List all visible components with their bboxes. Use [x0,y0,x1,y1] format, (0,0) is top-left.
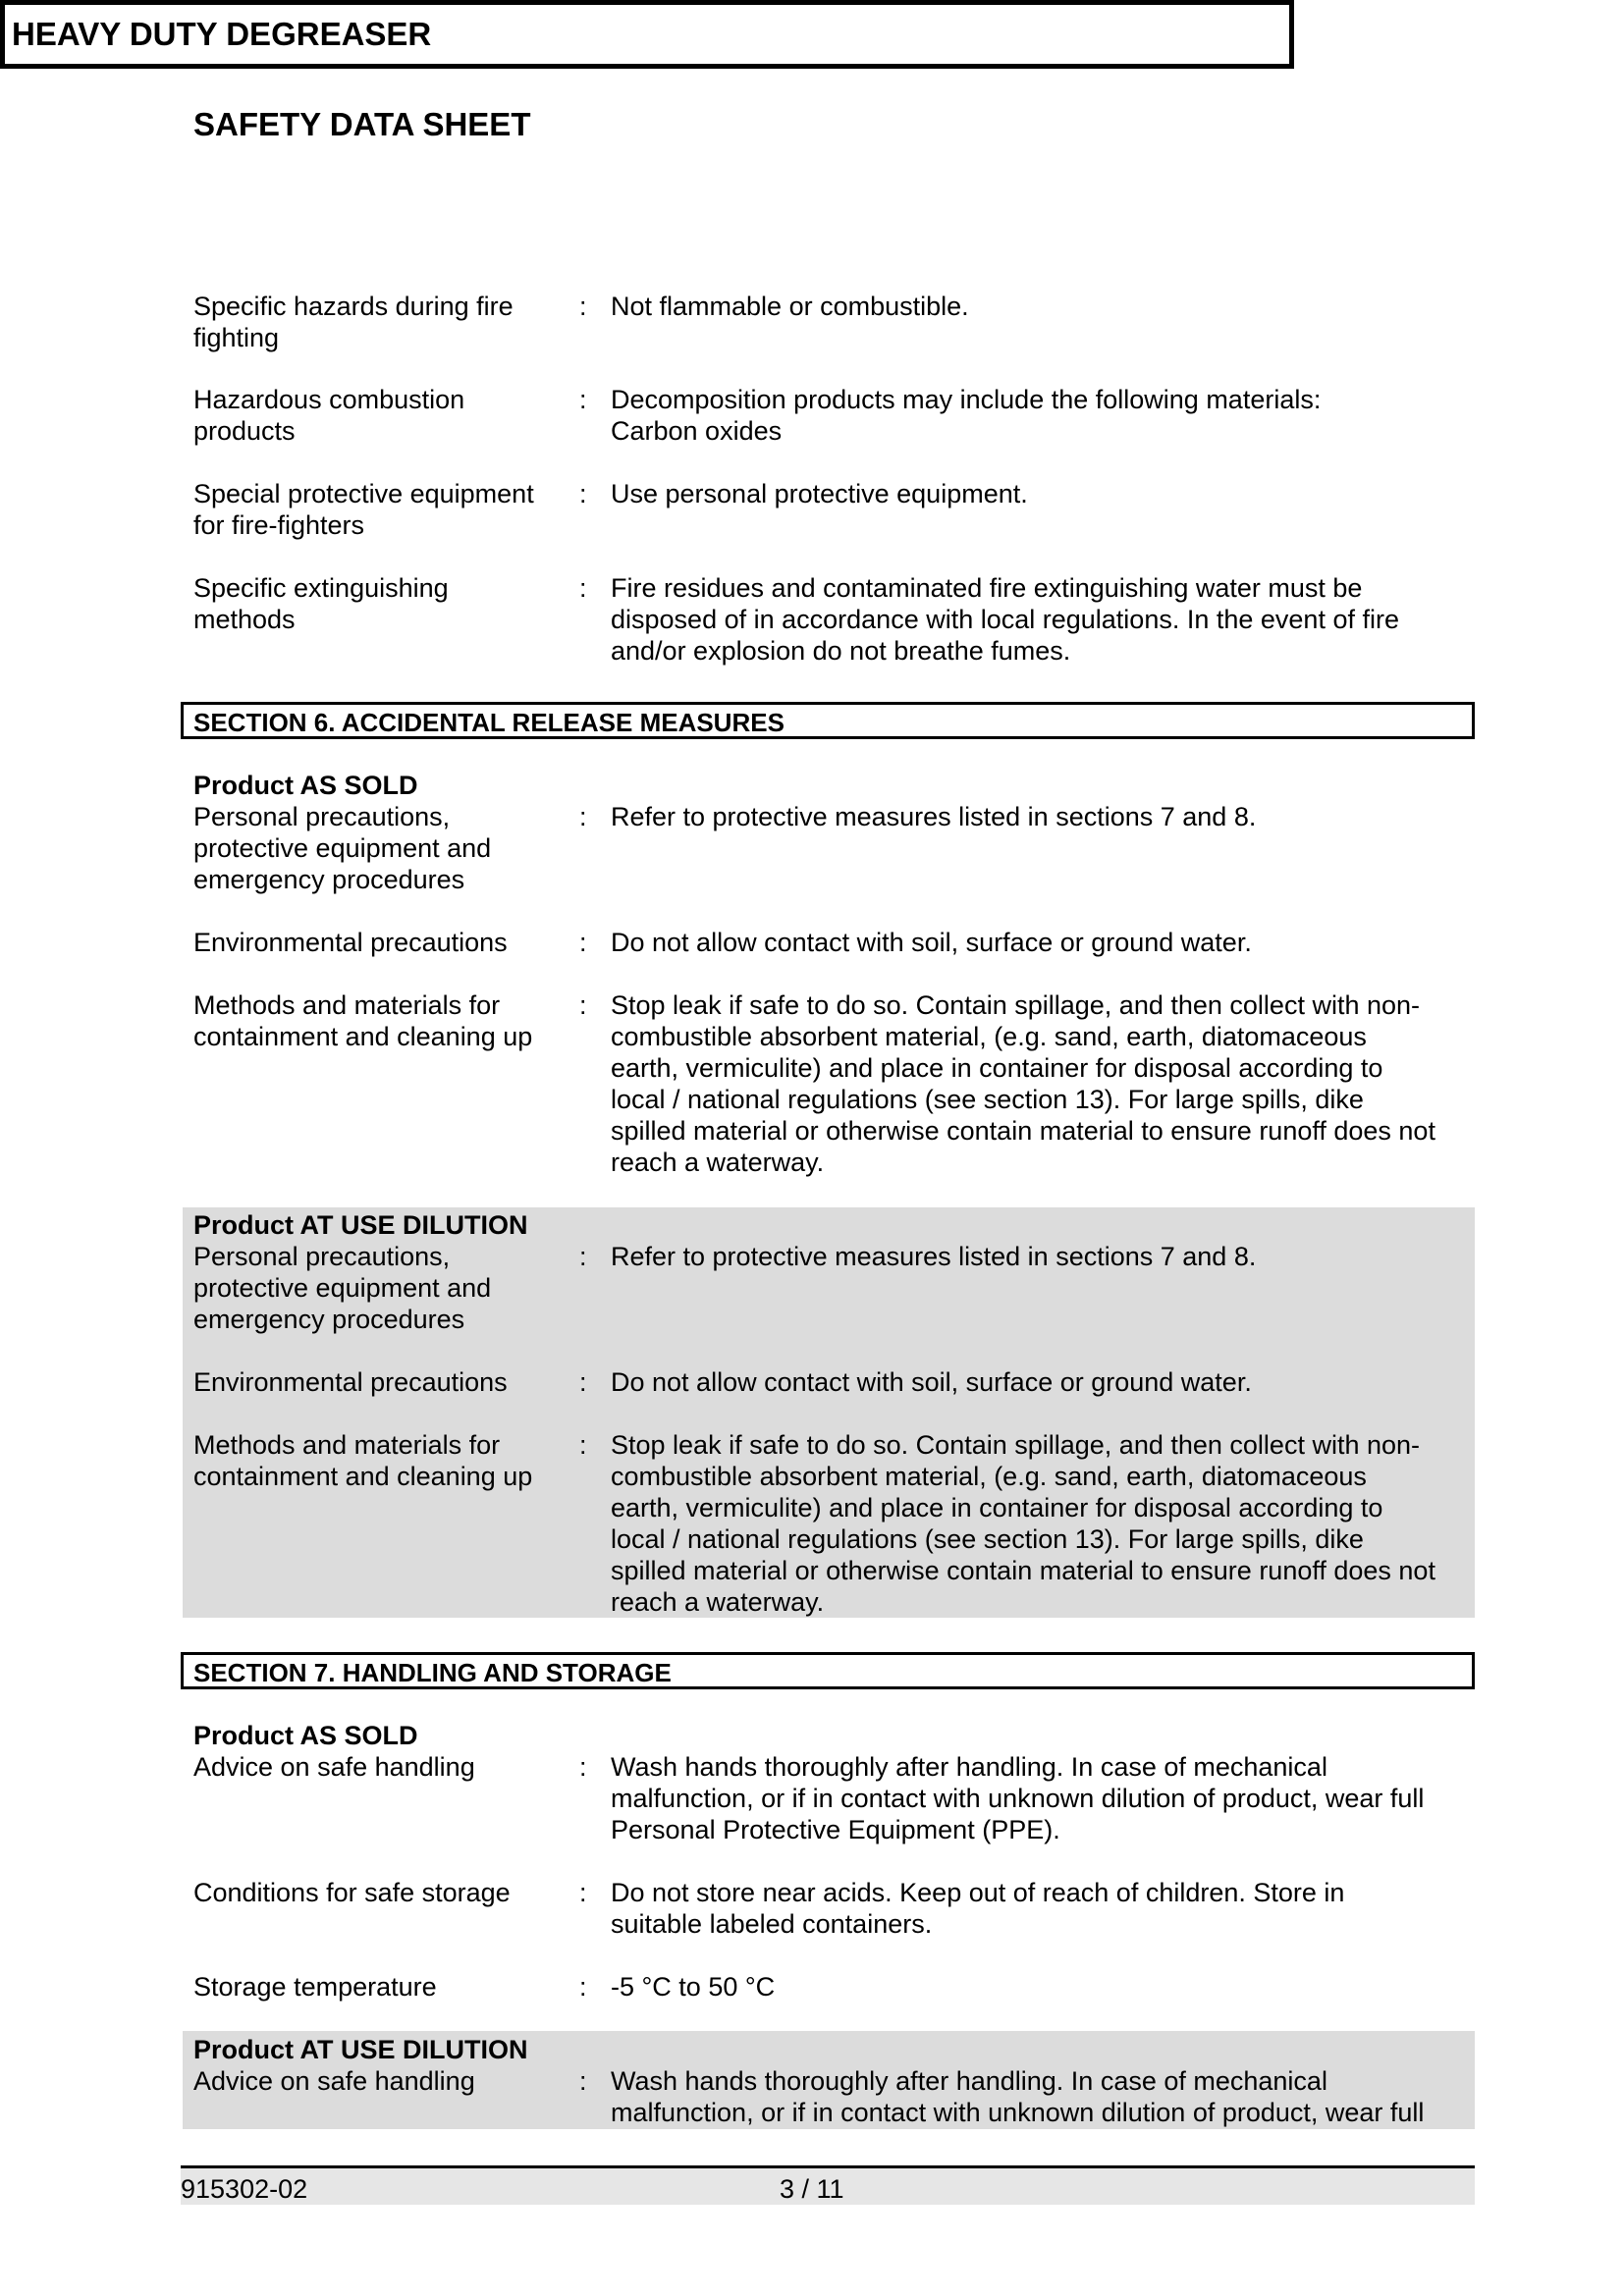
property-label: Personal precautions, protective equipment and emergency procedures [193,1242,492,1334]
property-label: Storage temperature [193,1972,437,2002]
property-value: Do not store near acids. Keep out of reach of children. Store in suitable labeled containers. [611,1878,1345,1939]
document-number: 915302-02 [181,2174,308,2204]
document-title: SAFETY DATA SHEET [193,106,531,142]
property-value: Not flammable or combustible. [611,292,969,321]
property-label: Advice on safe handling [193,2066,475,2096]
separator: : [579,573,587,603]
property-value: Decomposition products may include the following materials: Carbon oxides [611,385,1322,446]
separator: : [579,292,587,321]
section-6-header [181,702,1475,739]
property-value: Fire residues and contaminated fire extinguishing water must be disposed of in accordance with local regulations. In the event of fire and/or explosion do not breathe fumes. [611,573,1399,666]
separator: : [579,2066,587,2096]
property-label: Methods and materials for containment and cleaning up [193,990,533,1051]
property-value: -5 °C to 50 °C [611,1972,776,2002]
property-value: Wash hands thoroughly after handling. In case of mechanical malfunction, or if in contact with unknown dilution of product, wear full [611,2066,1425,2127]
separator: : [579,990,587,1020]
product-at-use-heading: Product AT USE DILUTION [193,1210,528,1240]
separator: : [579,1242,587,1271]
product-at-use-heading: Product AT USE DILUTION [193,2035,528,2064]
section-title: SECTION 7. HANDLING AND STORAGE [193,1658,672,1687]
separator: : [579,1367,587,1397]
separator: : [579,1752,587,1782]
property-label: Environmental precautions [193,928,508,957]
property-label: Methods and materials for containment and cleaning up [193,1430,533,1491]
separator: : [579,802,587,831]
property-label: Personal precautions, protective equipment and emergency procedures [193,802,492,894]
product-name: HEAVY DUTY DEGREASER [12,16,432,52]
separator: : [579,1878,587,1907]
property-label: Environmental precautions [193,1367,508,1397]
separator: : [579,1430,587,1460]
property-value: Do not allow contact with soil, surface or ground water. [611,1367,1252,1397]
section-7-header [181,1652,1475,1689]
page-number: 3 / 11 [780,2174,844,2204]
separator: : [579,479,587,508]
section-title: SECTION 6. ACCIDENTAL RELEASE MEASURES [193,708,785,737]
property-label: Specific hazards during fire fighting [193,292,514,352]
property-value: Refer to protective measures listed in sections 7 and 8. [611,802,1257,831]
property-value: Use personal protective equipment. [611,479,1028,508]
footer [181,2168,1475,2205]
separator: : [579,928,587,957]
product-name-box [0,0,1294,69]
property-value: Wash hands thoroughly after handling. In case of mechanical malfunction, or if in contact with unknown dilution of product, wear full Personal Protective Equipment (PPE). [611,1752,1425,1844]
property-label: Advice on safe handling [193,1752,475,1782]
product-as-sold-heading: Product AS SOLD [193,1721,418,1750]
product-as-sold-heading: Product AS SOLD [193,771,418,800]
property-value: Refer to protective measures listed in sections 7 and 8. [611,1242,1257,1271]
property-label: Conditions for safe storage [193,1878,511,1907]
property-value: Stop leak if safe to do so. Contain spillage, and then collect with non- combustible absorbent material, (e.g. sand, earth, diatomaceous earth, vermiculite) and place in container for disposal according to local / national regulations (see section 13). For large spills, dike spilled material or otherwise contain material to ensure runoff does not reach a waterway. [611,990,1435,1177]
separator: : [579,1972,587,2002]
property-label: Special protective equipment for fire-fighters [193,479,534,540]
separator: : [579,385,587,414]
property-label: Hazardous combustion products [193,385,465,446]
property-label: Specific extinguishing methods [193,573,449,634]
property-value: Stop leak if safe to do so. Contain spillage, and then collect with non- combustible absorbent material, (e.g. sand, earth, diatomaceous earth, vermiculite) and place in container for disposal according to local / national regulations (see section 13). For large spills, dike spilled material or otherwise contain material to ensure runoff does not reach a waterway. [611,1430,1435,1617]
property-value: Do not allow contact with soil, surface or ground water. [611,928,1252,957]
